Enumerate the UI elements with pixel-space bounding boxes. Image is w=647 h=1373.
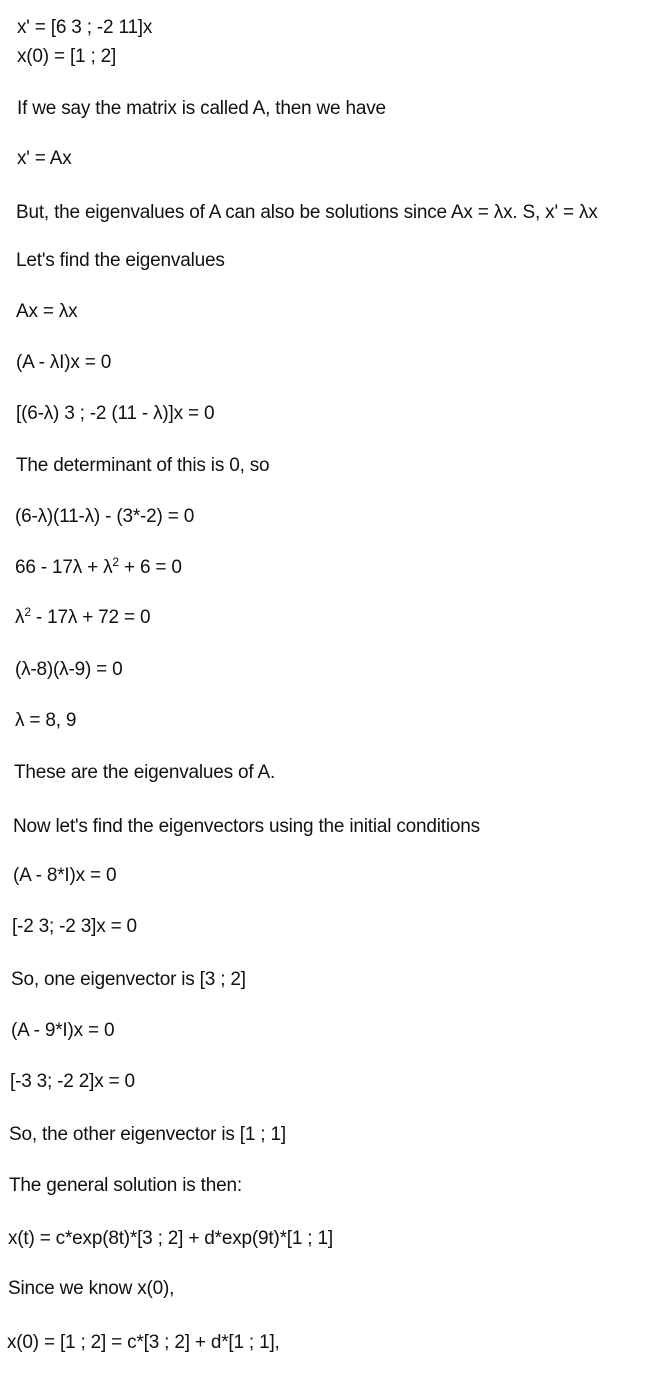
text-line: [-3 3; -2 2]x = 0	[10, 1071, 135, 1092]
text-line: But, the eigenvalues of A can also be solutions since Ax = λx. S, x' = λx	[16, 202, 598, 223]
equation-line	[15, 556, 182, 580]
text-line: x' = Ax	[17, 148, 72, 169]
text-line: (A - λI)x = 0	[16, 352, 112, 373]
text-line: (A - 8*I)x = 0	[13, 865, 117, 886]
equation-text: - 17λ + 72 = 0	[30, 607, 151, 628]
text-line: Since we know x(0),	[8, 1278, 175, 1299]
text-line: [-2 3; -2 3]x = 0	[12, 916, 137, 937]
text-line: x(0) = [1 ; 2] = c*[3 ; 2] + d*[1 ; 1],	[7, 1332, 280, 1353]
text-line: x(t) = c*exp(8t)*[3 ; 2] + d*exp(9t)*[1 ; 1]	[8, 1228, 333, 1249]
text-line: (6-λ)(11-λ) - (3*-2) = 0	[15, 506, 195, 527]
equation-text: 66 - 17λ + λ	[15, 557, 113, 578]
text-line: [(6-λ) 3 ; -2 (11 - λ)]x = 0	[16, 403, 215, 424]
text-line: x(0) = [1 ; 2]	[17, 46, 117, 67]
text-line: (A - 9*I)x = 0	[11, 1020, 115, 1041]
text-line: So, one eigenvector is [3 ; 2]	[11, 969, 246, 990]
text-line: Ax = λx	[16, 301, 78, 322]
text-line: The general solution is then:	[9, 1175, 242, 1196]
text-line: λ = 8, 9	[15, 710, 77, 731]
equation-text: + 6 = 0	[118, 557, 182, 578]
text-line: Let's find the eigenvalues	[16, 250, 225, 271]
text-line: The determinant of this is 0, so	[16, 455, 270, 476]
equation-line	[15, 606, 150, 630]
text-line: These are the eigenvalues of A.	[14, 762, 276, 783]
text-line: Now let's find the eigenvectors using the initial conditions	[13, 816, 480, 837]
text-line: If we say the matrix is called A, then we have	[17, 98, 386, 119]
exponent: 2	[24, 605, 31, 619]
exponent: 2	[112, 555, 119, 569]
text-line: x' = [6 3 ; -2 11]x	[17, 17, 153, 38]
equation-text: λ	[15, 607, 25, 628]
text-line: (λ-8)(λ-9) = 0	[15, 659, 123, 680]
text-line: So, the other eigenvector is [1 ; 1]	[9, 1124, 286, 1145]
